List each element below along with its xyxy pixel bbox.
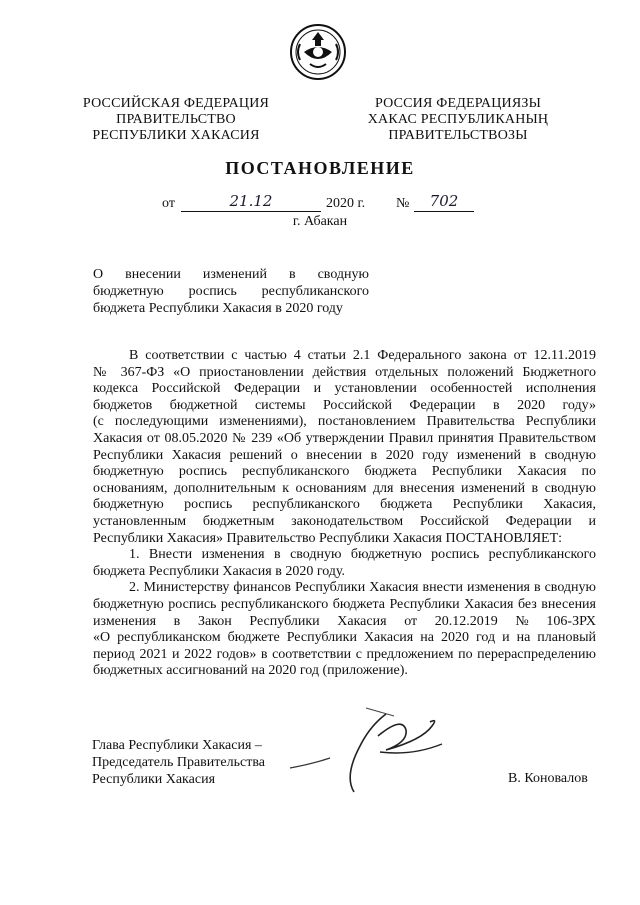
word: роспись — [188, 284, 237, 299]
body-text-segment: бюджетов — [93, 397, 153, 413]
body-text-segment: в — [492, 397, 500, 413]
word: внесении — [125, 267, 181, 282]
body-text-segment: бюджетных ассигнований на 2020 год (приложение). — [93, 663, 408, 679]
body-line — [93, 663, 596, 680]
body-text-segment: Республики — [452, 497, 523, 513]
body-text-segment: 2020 — [517, 397, 546, 413]
body-text-segment: бюджетную роспись республиканского бюджета Республики Хакасия без внесения — [93, 596, 596, 612]
word: сводную — [317, 267, 369, 282]
word: О — [93, 267, 104, 282]
body-text-segment: Республики Хакасия» Правительство Республики Хакасия ПОСТАНОВЛЯЕТ: — [93, 530, 563, 546]
body-line — [93, 398, 596, 415]
handwritten-signature — [282, 706, 452, 796]
body-text-segment: бюджета Республики Хакасия в 2020 году. — [93, 563, 346, 579]
body-text-segment: 2. Министерству финансов Республики Хакасия внести изменения в сводную — [129, 580, 596, 596]
word: бюджетную — [93, 284, 164, 299]
signature-title-line: Председатель Правительства — [92, 755, 265, 770]
body-line — [93, 431, 596, 448]
body-line — [93, 381, 596, 398]
body-text-segment: бюджета — [380, 497, 433, 513]
body-text-segment: изменения — [93, 613, 157, 629]
header-right-line: ПРАВИТЕЛЬСТВОЗЫ — [388, 128, 528, 143]
subject-line — [93, 283, 369, 300]
body-text-segment: Хакасия, — [543, 497, 596, 513]
body-text-segment: Закон — [197, 613, 232, 629]
body-line — [93, 547, 596, 564]
body-text-segment: в — [173, 613, 181, 629]
body-line — [93, 514, 596, 531]
body-text-segment: системы — [254, 397, 306, 413]
body-text-segment: В соответствии с частью 4 статьи 2.1 Федерального закона от 12.11.2019 — [129, 348, 596, 363]
body-text-segment: № — [515, 613, 529, 629]
body-text-segment: № 367-ФЗ «О приостановлении действия отдельных положений Бюджетного — [93, 364, 596, 380]
body-text-segment: и — [588, 513, 596, 529]
subject-line — [93, 266, 369, 283]
body-text-segment: Республики Хакасия решений о внесении в 2020 году изменений в сводную — [93, 447, 596, 463]
body-text-segment: роспись — [184, 497, 233, 513]
body-line — [93, 414, 596, 431]
body-text — [93, 348, 596, 680]
coat-of-arms-emblem — [288, 22, 348, 82]
signatory-name: В. Коновалов — [508, 771, 588, 786]
body-text-segment: Республики — [249, 613, 320, 629]
body-text-segment: «О республиканском бюджете Республики Хакасия на 2020 год и на плановый — [93, 630, 596, 646]
word: в — [288, 267, 296, 282]
signature-title-line: Республики Хакасия — [92, 772, 216, 787]
header-right-line: РОССИЯ ФЕДЕРАЦИЯЗЫ — [374, 96, 542, 111]
body-text-segment: Российской — [419, 513, 489, 529]
document-title: ПОСТАНОВЛЕНИЕ — [225, 158, 415, 178]
year-label: 2020 г. — [326, 196, 366, 211]
body-line — [93, 630, 596, 647]
header-left-line: РОССИЙСКАЯ ФЕДЕРАЦИЯ — [82, 96, 270, 111]
word: бюджета Республики Хакасия в 2020 году — [93, 301, 343, 316]
body-text-segment: Хакасия от 08.05.2020 № 239 «Об утверждении Правил принятия Правительством — [93, 430, 596, 446]
number-label: № — [396, 196, 410, 211]
body-text-segment: 106-ЗРХ — [546, 613, 596, 629]
subject-block — [93, 266, 369, 317]
header-left-line: РЕСПУБЛИКИ ХАКАСИЯ — [92, 128, 260, 143]
body-text-segment: бюджетную — [93, 497, 164, 513]
body-text-segment: Федерации — [409, 397, 476, 413]
city-name: г. Абакан — [292, 214, 348, 229]
body-text-segment: 1. Внести изменения в сводную бюджетную роспись республиканского — [129, 547, 596, 563]
date-prefix: от — [162, 196, 175, 211]
header-left-block — [76, 96, 276, 144]
body-line — [93, 348, 596, 365]
date-handwritten: 21.12 — [229, 192, 273, 210]
body-line — [93, 614, 596, 631]
body-text-segment: бюджетную роспись республиканского бюджета Республики Хакасия по — [93, 464, 596, 480]
body-text-segment: Хакасия — [337, 613, 387, 629]
body-text-segment: году» — [562, 397, 596, 413]
header-right-block — [358, 96, 558, 144]
header-left-line: ПРАВИТЕЛЬСТВО — [116, 112, 236, 127]
word: республиканского — [261, 284, 369, 299]
number-handwritten: 702 — [429, 192, 459, 210]
signature-title-block — [92, 737, 292, 788]
body-text-segment: установленным — [93, 513, 187, 529]
body-line — [93, 531, 596, 548]
body-text-segment: 20.12.2019 — [434, 613, 498, 629]
body-line — [93, 448, 596, 465]
word: изменений — [202, 267, 267, 282]
body-text-segment: законодательством — [291, 513, 404, 529]
body-line — [93, 564, 596, 581]
body-text-segment: республиканского — [252, 497, 360, 513]
body-text-segment: период 2021 и 2022 годов» в соответствии с предложением по перераспределению — [93, 646, 596, 662]
body-line — [93, 497, 596, 514]
body-text-segment: бюджетной — [169, 397, 238, 413]
body-text-segment: бюджетным — [202, 513, 275, 529]
body-line — [93, 597, 596, 614]
subject-line — [93, 300, 369, 317]
body-text-segment: (с последующими изменениями), постановлением Правительства Республики — [93, 414, 596, 430]
signature-title-line: Глава Республики Хакасия – — [92, 738, 262, 753]
header-right-line: ХАКАС РЕСПУБЛИКАНЫҢ — [367, 112, 549, 127]
body-line — [93, 580, 596, 597]
body-line — [93, 365, 596, 382]
body-text-segment: Федерации — [505, 513, 572, 529]
body-line — [93, 647, 596, 664]
body-line — [93, 464, 596, 481]
body-line — [93, 481, 596, 498]
body-text-segment: от — [404, 613, 418, 629]
body-text-segment: кодекса Российской Федерации и установлении особенностей исполнения — [93, 381, 596, 397]
body-text-segment: Российской — [322, 397, 392, 413]
body-text-segment: основаниям, дополнительным к основаниям для внесения изменений в сводную — [93, 480, 596, 496]
